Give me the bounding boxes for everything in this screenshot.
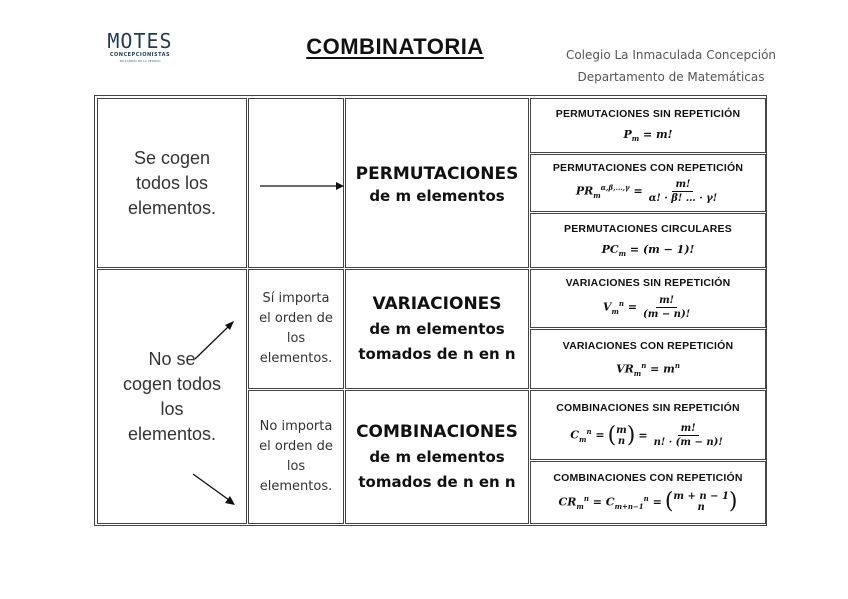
perm-circ-heading: PERMUTACIONES CIRCULARES — [564, 223, 732, 236]
comb-no-rep-formula: $C_m^n$ = ( m n ) = $\frac{m!}{n! \cdot (m - n)!}$ — [570, 422, 723, 448]
perm-rep-heading: PERMUTACIONES CON REPETICIÓN — [552, 162, 744, 174]
school-name: Colegio La Inmaculada Concepción — [565, 48, 777, 62]
order-not-matters-cell — [248, 390, 344, 524]
combinations-sub2: tomados de n en n — [358, 472, 516, 491]
comb-no-rep-heading: COMBINACIONES SIN REPETICIÓN — [556, 402, 740, 414]
var-rep-formula: $VR_m^n = m^n$ — [616, 360, 680, 378]
up-right-arrow-icon — [193, 318, 237, 362]
permutations-subtitle: de m elementos — [369, 186, 505, 205]
variations-sub1: de m elementos — [369, 319, 505, 338]
perm-circ-formula: $PC_m = (m - 1)$! — [601, 242, 695, 258]
condition-all-cell — [97, 98, 247, 268]
combinations-sub1: de m elementos — [369, 447, 505, 466]
combinations-cell — [345, 390, 529, 524]
var-no-rep-formula: $V_m^n$ = $\frac{m!}{(m - n)!}$ — [602, 294, 691, 320]
condition-all-text: Se cogen todos los elementos. — [127, 147, 217, 218]
order-matters-text: Sí importa el orden de los elementos. — [259, 291, 333, 366]
comb-no-rep-cell — [530, 390, 766, 460]
order-not-matters-text: No importa el orden de los elementos. — [259, 419, 333, 494]
logo-text: MOTES — [107, 29, 173, 53]
permutations-title: PERMUTACIONES — [355, 163, 519, 184]
variations-cell — [345, 269, 529, 389]
comb-rep-formula: $CR_m^n = C_{m+n-1}^n$ = ( m + n − 1 n ) — [558, 489, 738, 515]
right-arrow-icon — [258, 180, 344, 192]
school-logo — [104, 30, 176, 64]
logo-subtext: CONCEPCIONISTAS — [109, 52, 171, 58]
down-right-arrow-icon — [191, 472, 237, 508]
variations-title: VARIACIONES — [372, 293, 502, 314]
perm-rep-formula: $PR_m^{\alpha,\beta,\dots,\gamma}$ = $\frac{m!}{\alpha! \cdot \beta! \dots \cdot \gamma!}$ — [575, 179, 718, 204]
school-info — [556, 44, 786, 88]
comb-rep-cell — [530, 461, 766, 524]
logo-tagline: EN CAMINO DE LA VERDAD — [119, 59, 161, 63]
perm-rep-cell — [530, 154, 766, 212]
permutations-cell — [345, 98, 529, 268]
var-rep-cell — [530, 329, 766, 389]
perm-no-rep-heading: PERMUTACIONES SIN REPETICIÓN — [555, 108, 741, 121]
page-title: COMBINATORIA — [306, 34, 484, 59]
combinations-title: COMBINACIONES — [356, 421, 518, 442]
variations-sub2: tomados de n en n — [358, 344, 516, 363]
comb-rep-heading: COMBINACIONES CON REPETICIÓN — [553, 471, 743, 484]
var-rep-heading: VARIACIONES CON REPETICIÓN — [562, 340, 734, 353]
perm-circ-cell — [530, 213, 766, 268]
var-no-rep-cell — [530, 269, 766, 328]
condition-not-all-text: No se cogen todos los elementos. — [122, 348, 222, 444]
order-matters-cell — [248, 269, 344, 389]
perm-no-rep-cell — [530, 98, 766, 153]
department-name: Departamento de Matemáticas — [577, 70, 765, 84]
perm-no-rep-formula: $P_m = m$! — [623, 127, 673, 143]
var-no-rep-heading: VARIACIONES SIN REPETICIÓN — [565, 277, 731, 290]
